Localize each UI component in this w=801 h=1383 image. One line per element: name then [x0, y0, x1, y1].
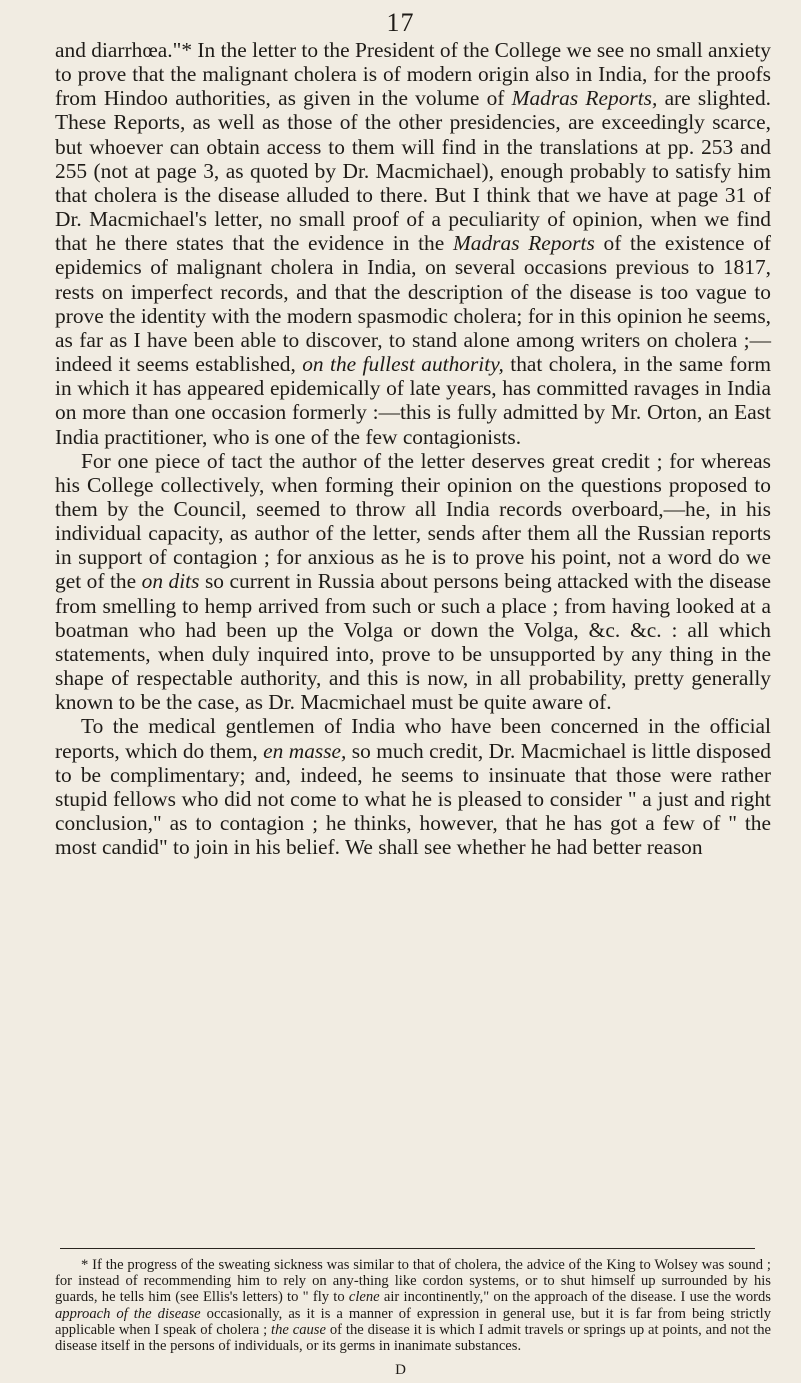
text-run: For one piece of tact the author of the letter deserves great credit ; for whereas his College collectively, when forming their opinion on the questions proposed to them by the Council, seemed to throw all India records overboard,—he, in his individual capacity, as author of the letter, sends after them all the Russian reports in support of contagion ; for anxious as he is to prove his point, not a word do we get of the [55, 448, 771, 594]
text-run: * If the progress of the sweating sickness was similar to that of cholera, the advice of the King to Wolsey was sound ; for instead of recommending him to rely on any-thing like cordon systems, or to shut himself up surrounded by his guards, he tells him (see Ellis's letters) to " fly to [55, 1257, 771, 1306]
text-run: air incontinently," on the approach of the disease. I use the words [379, 1289, 771, 1306]
footnote-text [55, 1257, 771, 1354]
footnote-separator [60, 1248, 755, 1249]
paragraph [55, 714, 771, 859]
italic-text-run: on the fullest authority, [302, 352, 504, 377]
text-run: are slighted. These Reports, as well as those of the other presidencies, are exceedingly scarce, but whoever can obtain access to them will find in the translations at pp. 253 and 255 (not at page 3, as quoted by Dr. Macmichael), enough probably to satisfy him that cholera is the disease alluded to there. But I think that we have at page 31 of Dr. Macmichael's letter, no small proof of a peculiarity of opinion, when we find that he there states that the evidence in the [55, 86, 771, 256]
italic-text-run: en masse, [263, 738, 347, 763]
text-run: occasionally, as it is a manner of expression in general use, but it is far from being strictly applicable when I speak of cholera ; [55, 1305, 771, 1338]
italic-text-run: approach of the disease [55, 1305, 201, 1322]
italic-text-run: Madras Reports [452, 231, 595, 256]
italic-text-run: Madras Reports, [511, 86, 658, 111]
paragraph [55, 449, 771, 715]
text-run: To the medical gentlemen of India who have been concerned in the official reports, which do them, [55, 714, 771, 763]
signature-mark: D [395, 1362, 406, 1378]
text-run: so current in Russia about persons being attacked with the disease from smelling to hemp arrived from such or such a place ; from having looked at a boatman who had been up the Volga or down the Volga, &c. &c. : all which statements, when duly inquired into, prove to be unsupported by any thing in the shape of respectable authority, and this is now, in all probability, pretty generally known to be the case, as Dr. Macmichael must be quite aware of. [55, 569, 771, 715]
text-run: so much credit, Dr. Macmichael is little disposed to be complimentary; and, indeed, he seems to insinuate that those were rather stupid fellows who did not come to what he is pleased to consider " a just and right conclusion," as to contagion ; he thinks, however, that he has got a few of " the most candid" to join in his belief. We shall see whether he had better reason [55, 738, 771, 860]
text-run: of the existence of epidemics of malignant cholera in India, on several occasions previous to 1817, rests on imperfect records, and that the description of the disease is too vague to prove the identity with the modern spasmodic cholera; for in this opinion he seems, as far as I have been able to discover, to stand alone among writers on cholera ;—indeed it seems established, [55, 231, 771, 377]
text-run: that cholera, in the same form in which it has appeared epidemically of late years, has committed ravages in India on more than one occasion formerly :—this is fully admitted by Mr. Orton, an East India practitioner, who is one of the few contagionists. [55, 352, 771, 449]
italic-text-run: on dits [141, 569, 200, 594]
italic-text-run: the cause [271, 1321, 326, 1338]
text-run: of the disease it is which I admit travels or springs up at points, and not the disease itself in the persons of individuals, or its germs in inanimate substances. [55, 1321, 771, 1355]
text-run: and diarrhœa."* In the letter to the President of the College we see no small anxiety to prove that the malignant cholera is of modern origin also in India, for the proofs from Hindoo authorities, as given in the volume of [55, 38, 771, 111]
footnote [55, 1257, 771, 1354]
page-number: 17 [386, 8, 415, 37]
italic-text-run: clene [348, 1289, 380, 1306]
main-text [55, 38, 771, 859]
paragraph [55, 38, 771, 449]
